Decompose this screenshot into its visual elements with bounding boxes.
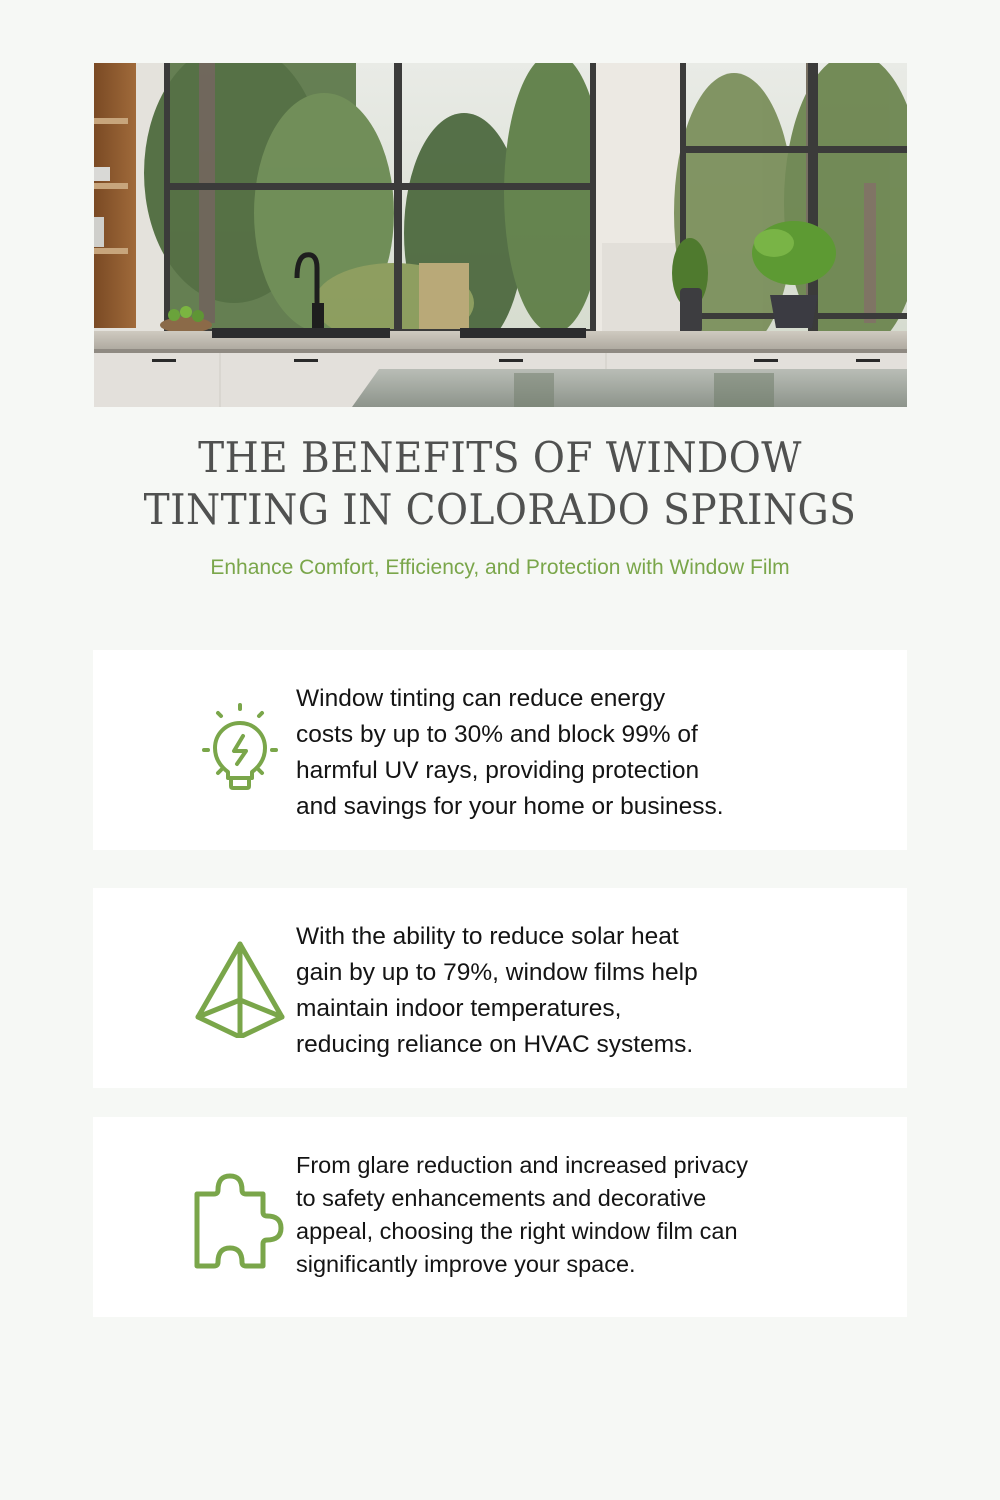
benefit-text-solar-heat: With the ability to reduce solar heat gain by up to 79%, window films help maintain indoor temperatures, reducing reliance on HVAC systems. (296, 923, 698, 1058)
benefit-text-energy: Window tinting can reduce energy costs by up to 30% and block 99% of harmful UV rays, providing protection and savings for your home or business. (296, 685, 724, 820)
page-title-line-1: THE BENEFITS OF WINDOW (198, 433, 802, 482)
page-subtitle: Enhance Comfort, Efficiency, and Protection with Window Film (210, 556, 790, 579)
benefit-card-versatility (93, 1117, 907, 1317)
benefit-card-solar-heat (93, 888, 907, 1088)
page-title-line-2: TINTING IN COLORADO SPRINGS (143, 485, 857, 534)
pyramid-icon (190, 938, 290, 1038)
hero-kitchen-photo (94, 63, 907, 407)
kitchen-window-illustration (94, 63, 907, 407)
page-title (91, 432, 909, 536)
puzzle-piece-icon (190, 1172, 290, 1272)
benefit-text-versatility: From glare reduction and increased privacy to safety enhancements and decorative appeal, choosing the right window film can significantly improve your space. (296, 1152, 748, 1277)
lightbulb-bolt-icon (190, 700, 290, 800)
benefit-card-energy (93, 650, 907, 850)
